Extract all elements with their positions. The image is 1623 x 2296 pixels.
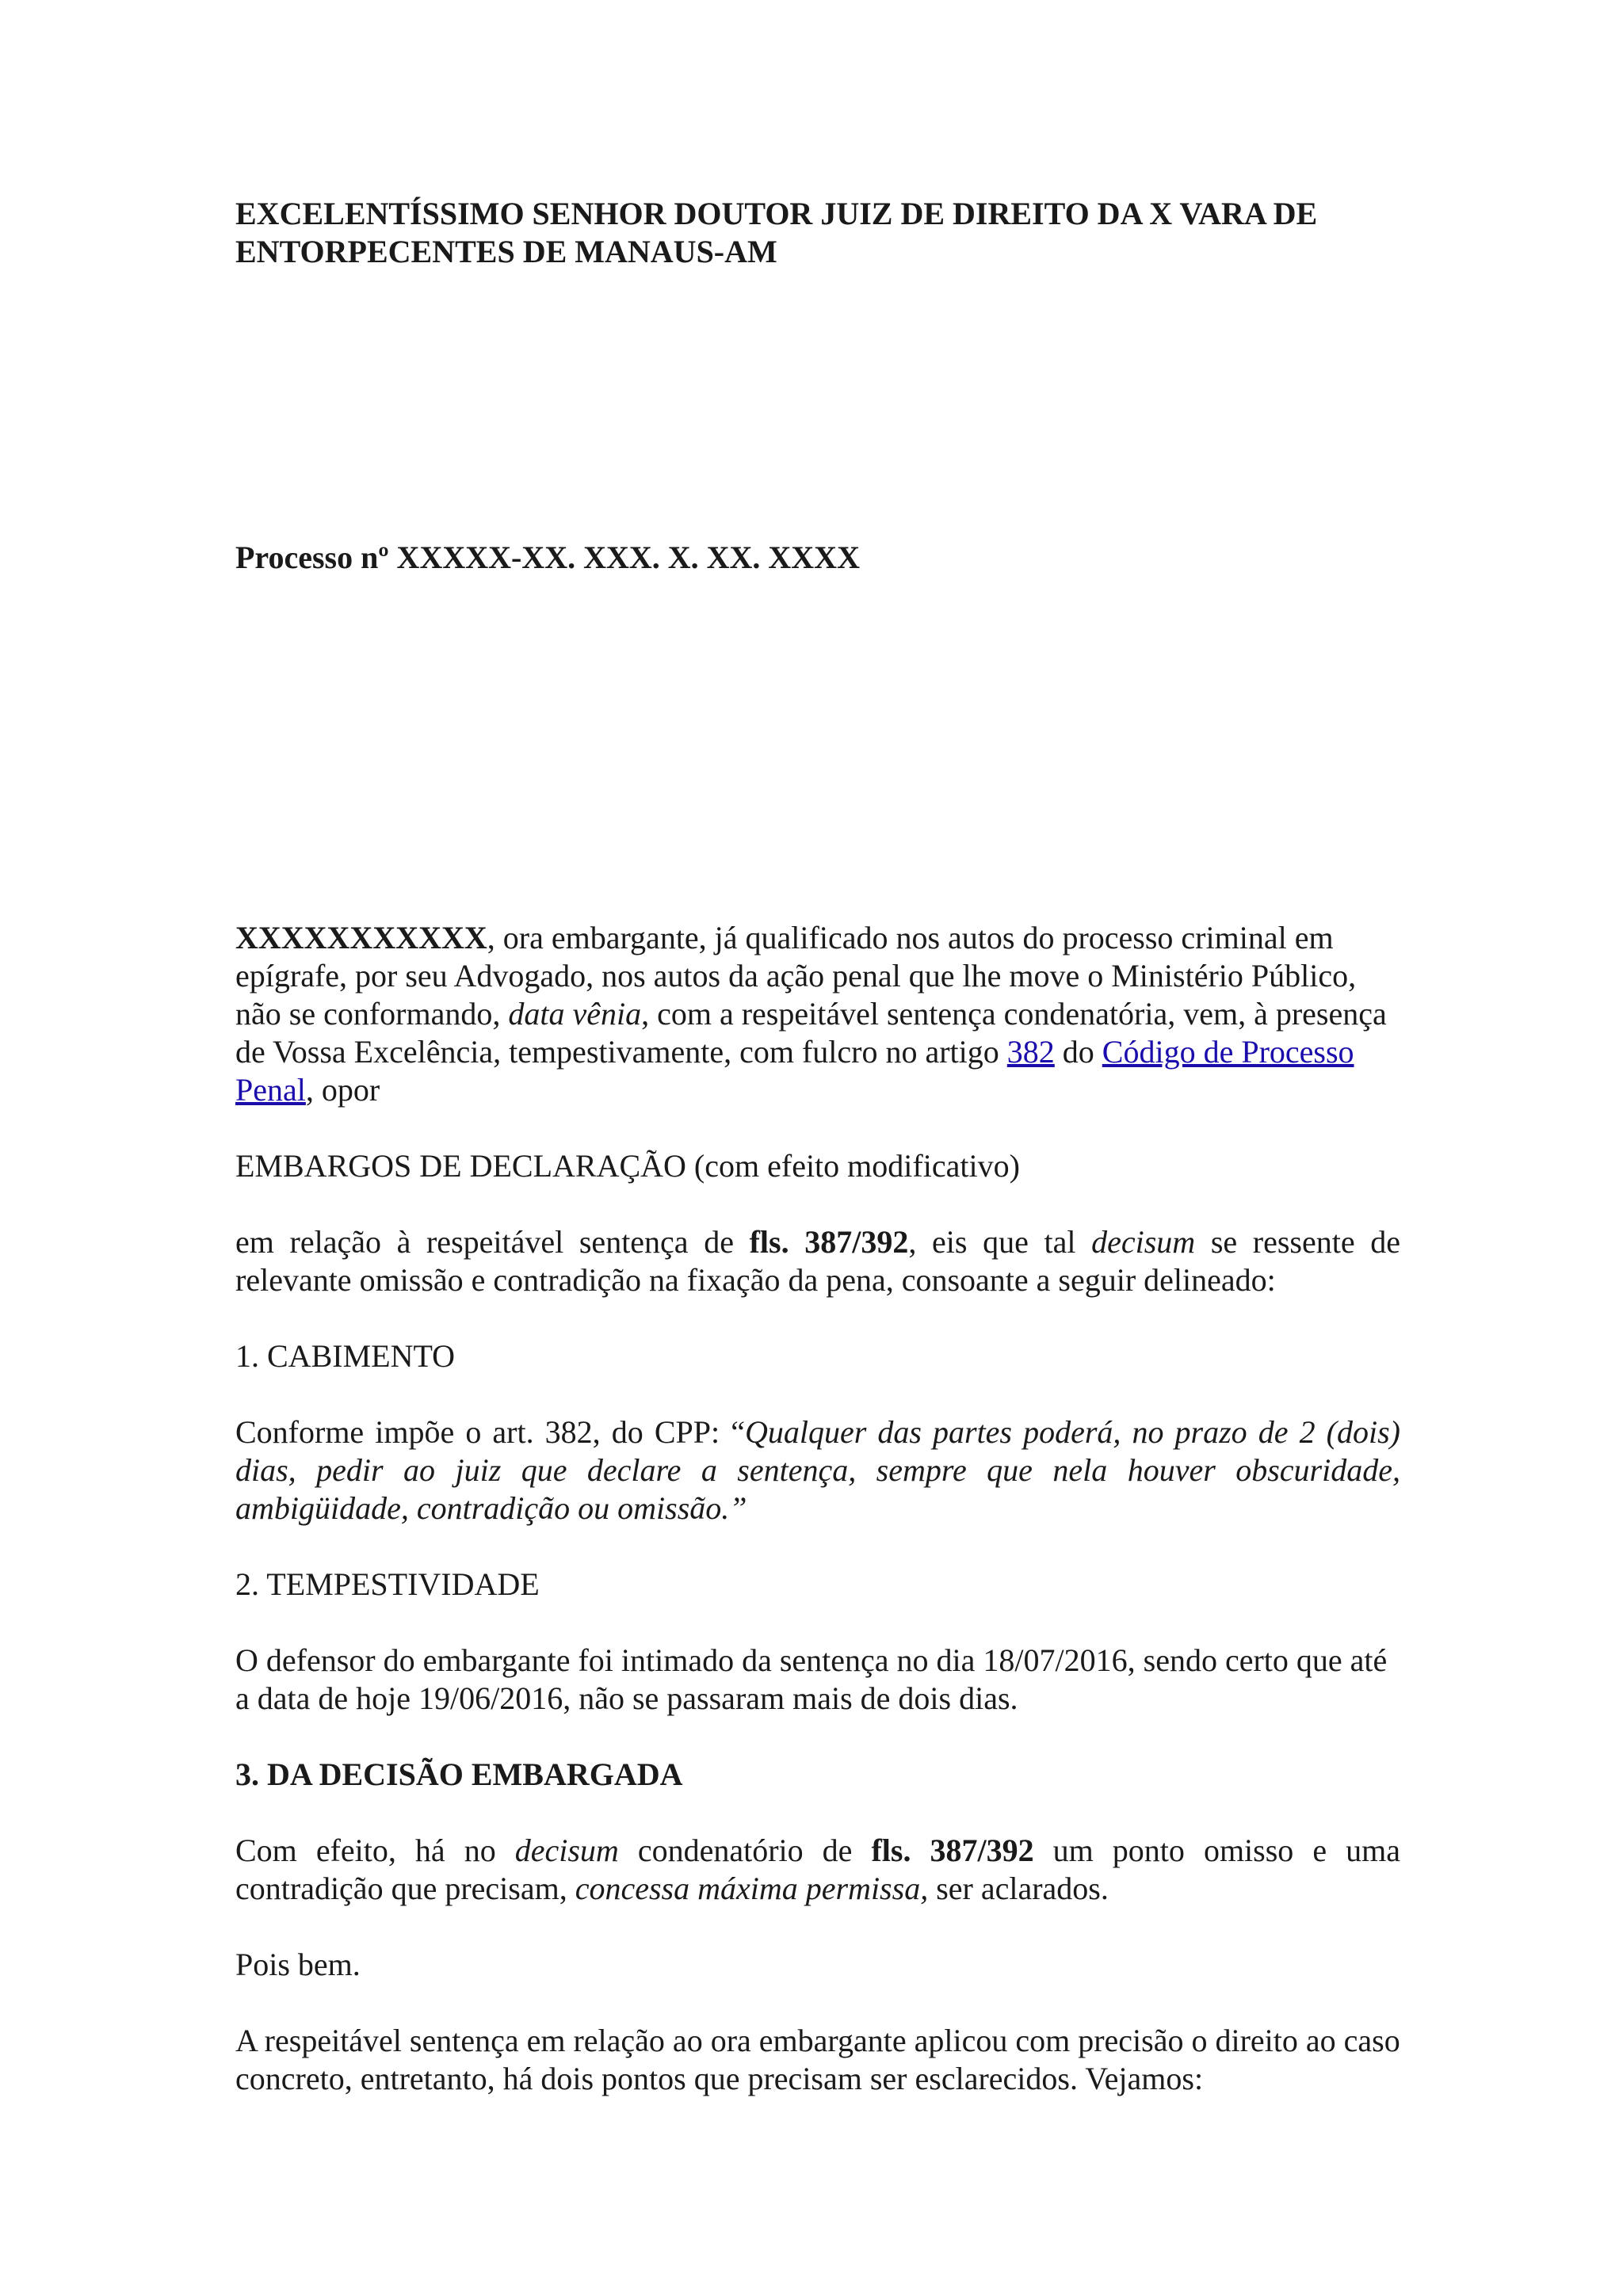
- relation-text-b: , eis que tal: [908, 1224, 1092, 1260]
- section-3-text-d: ser aclarados.: [928, 1871, 1109, 1906]
- relation-italic-decisum: decisum: [1091, 1224, 1196, 1260]
- section-3-text-b: condenatório de: [618, 1833, 872, 1868]
- motion-title: EMBARGOS DE DECLARAÇÃO (com efeito modificativo): [235, 1148, 1020, 1184]
- intro-text-c: do: [1054, 1034, 1102, 1070]
- section-3-bold-fls: fls. 387/392: [871, 1833, 1034, 1868]
- section-3-paragraph: [235, 1832, 1400, 1908]
- heading-line-1: EXCELENTÍSSIMO SENHOR DOUTOR JUIZ DE DIREITO DA X VARA DE: [235, 196, 1318, 231]
- section-3-title: 3. DA DECISÃO EMBARGADA: [235, 1756, 683, 1792]
- document-heading: [235, 195, 1400, 271]
- section-2-paragraph: O defensor do embargante foi intimado da sentença no dia 18/07/2016, sendo certo que até a data de hoje 19/06/2016, não se passaram mais de dois dias.: [235, 1642, 1388, 1716]
- section-1-title: 1. CABIMENTO: [235, 1338, 456, 1374]
- codigo-processo-penal-link[interactable]: Código de Processo Penal: [235, 1034, 1354, 1108]
- relation-text-a: em relação à respeitável sentença de: [235, 1224, 750, 1260]
- section-3-text-c: um ponto omisso e uma contradição que precisam,: [235, 1833, 1400, 1906]
- section-1-paragraph: [235, 1413, 1400, 1527]
- intro-italic-data-venia: data vênia: [508, 996, 642, 1032]
- intro-text-a: , ora embargante, já qualificado nos autos do processo criminal em epígrafe, por seu Advogado, nos autos da ação penal que lhe move o Ministério Público, não se conformando,: [235, 920, 1357, 1032]
- article-382-link[interactable]: 382: [1006, 1034, 1055, 1070]
- relation-text-c: se ressente de relevante omissão e contradição na fixação da pena, consoante a seguir delineado:: [235, 1224, 1401, 1298]
- intro-text-b: , com a respeitável sentença condenatória, vem, à presença de Vossa Excelência, tempestivamente, com fulcro no artigo: [235, 996, 1387, 1070]
- section-2-title: 2. TEMPESTIVIDADE: [235, 1566, 540, 1602]
- heading-line-2: ENTORPECENTES DE MANAUS-AM: [235, 234, 777, 269]
- intro-text-d: , opor: [305, 1072, 380, 1108]
- section-3-text-a: Com efeito, há no: [235, 1833, 515, 1868]
- pois-bem-paragraph: Pois bem.: [235, 1947, 361, 1982]
- process-number: Processo nº XXXXX-XX. XXX. X. XX. XXXX: [235, 540, 860, 575]
- section-3-italic-concessa: concessa máxima permissa,: [575, 1871, 929, 1906]
- intro-paragraph: [235, 919, 1400, 1109]
- relation-paragraph: [235, 1223, 1400, 1299]
- section-1-italic-quote: Qualquer das partes poderá, no prazo de 2 (dois) dias, pedir ao juiz que declare a sentença, sempre que nela houver obscuridade, ambigüidade, contradição ou omissão.”: [235, 1414, 1400, 1526]
- relation-bold-fls: fls. 387/392: [749, 1224, 909, 1260]
- section-3-italic-decisum: decisum: [514, 1833, 619, 1868]
- party-name: XXXXXXXXXXX: [235, 920, 487, 955]
- closing-paragraph: A respeitável sentença em relação ao ora embargante aplicou com precisão o direito ao caso concreto, entretanto, há dois pontos que precisam ser esclarecidos. Vejamos:: [235, 2023, 1400, 2096]
- section-1-text-a: Conforme impõe o art. 382, do CPP: “: [235, 1414, 745, 1450]
